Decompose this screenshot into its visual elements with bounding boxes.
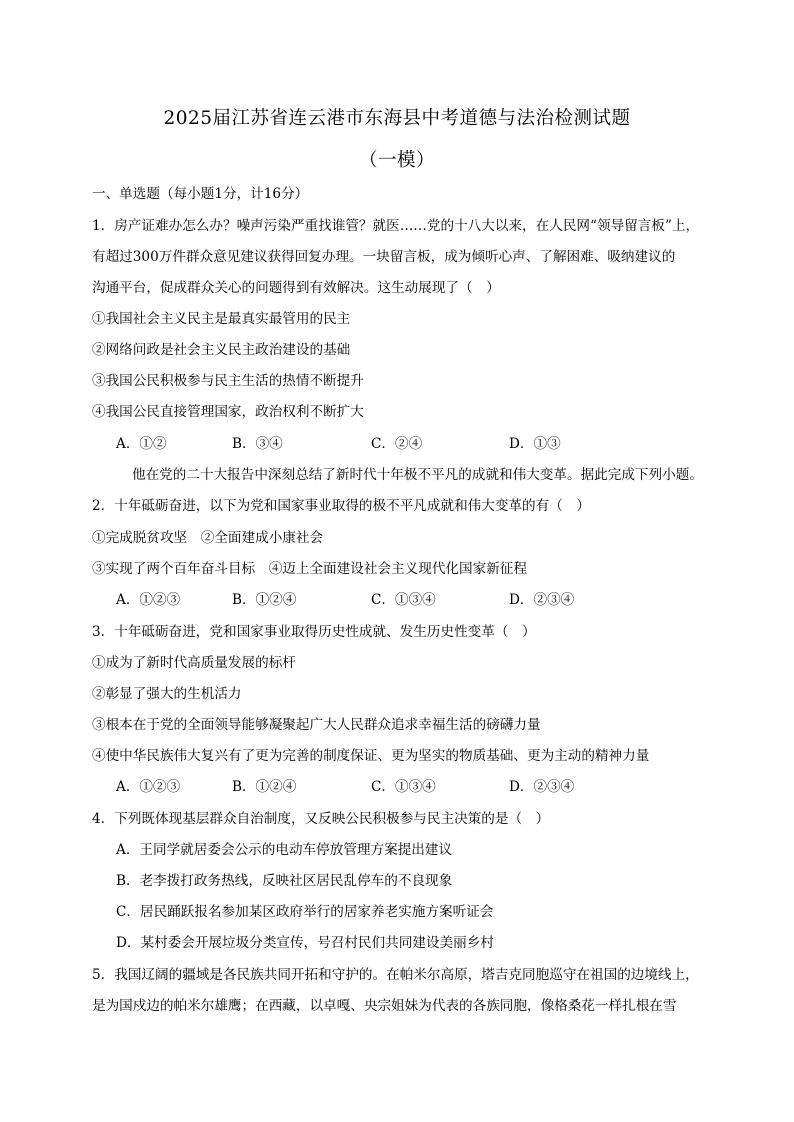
q2-item-line-1: ①完成脱贫攻坚 ②全面建成小康社会 [92, 530, 324, 546]
q2-q3-intro: 他在党的二十大报告中深刻总结了新时代十年极不平凡的成就和伟大变革。据此完成下列小题。 [132, 467, 703, 483]
q1-item-2: ②网络问政是社会主义民主政治建设的基础 [92, 342, 351, 358]
q1-option-b[interactable]: B．③④ [232, 436, 283, 452]
q2-option-c[interactable]: C．①③④ [371, 592, 436, 608]
q1-stem-line-2: 有超过300万件群众意见建议获得回复办理。一块留言板，成为倾听心声、了解困难、吸纳建议的 [92, 249, 676, 265]
q1-stem-line-1: 1．房产证难办怎么办？噪声污染严重找谁管？就医……党的十八大以来，在人民网“领导留言板”上， [92, 218, 700, 234]
q3-option-b[interactable]: B．①②④ [232, 779, 297, 795]
q3-item-2: ②彰显了强大的生机活力 [92, 686, 242, 702]
q3-stem: 3．十年砥砺奋进，党和国家事业取得历史性成就、发生历史性变革（ ） [92, 624, 536, 640]
q2-item-line-2: ③实现了两个百年奋斗目标 ④迈上全面建设社会主义现代化国家新征程 [92, 561, 527, 577]
q4-option-c[interactable]: C．居民踊跃报名参加某区政府举行的居家养老实施方案听证会 [116, 904, 494, 920]
q3-item-3: ③根本在于党的全面领导能够凝聚起广大人民群众追求幸福生活的磅礴力量 [92, 717, 541, 733]
q2-option-a[interactable]: A．①②③ [116, 592, 181, 608]
q1-stem-line-3: 沟通平台，促成群众关心的问题得到有效解决。这生动展现了（ ） [92, 280, 500, 296]
q3-item-4: ④使中华民族伟大复兴有了更为完善的制度保证、更为坚实的物质基础、更为主动的精神力量 [92, 748, 650, 764]
q2-option-b[interactable]: B．①②④ [232, 592, 297, 608]
q1-option-a[interactable]: A．①② [116, 436, 167, 452]
q5-stem-line-1: 5．我国辽阔的疆域是各民族共同开拓和守护的。在帕米尔高原，塔吉克同胞巡守在祖国的边境线上， [92, 967, 699, 983]
q2-option-d[interactable]: D．②③④ [509, 592, 575, 608]
q4-option-a[interactable]: A．王同学就居委会公示的电动车停放管理方案提出建议 [116, 842, 453, 858]
q4-stem: 4．下列既体现基层群众自治制度，又反映公民积极参与民主决策的是（ ） [92, 811, 550, 827]
q3-option-c[interactable]: C．①③④ [371, 779, 436, 795]
section-heading: 一、单选题（每小题1分，计16分） [92, 186, 309, 202]
document-subtitle: （一模） [358, 150, 435, 171]
q3-item-1: ①成为了新时代高质量发展的标杆 [92, 655, 296, 671]
q3-option-a[interactable]: A．①②③ [116, 779, 181, 795]
q1-option-c[interactable]: C．②④ [371, 436, 423, 452]
q1-item-4: ④我国公民直接管理国家，政治权利不断扩大 [92, 404, 364, 420]
q3-option-d[interactable]: D．②③④ [509, 779, 575, 795]
q4-option-b[interactable]: B．老李拨打政务热线，反映社区居民乱停车的不良现象 [116, 873, 453, 889]
q4-option-d[interactable]: D．某村委会开展垃圾分类宣传，号召村民们共同建设美丽乡村 [116, 935, 494, 951]
q1-option-d[interactable]: D．①③ [509, 436, 561, 452]
document-title: 2025届江苏省连云港市东海县中考道德与法治检测试题 [163, 108, 631, 129]
q5-stem-line-2: 是为国戍边的帕米尔雄鹰；在西藏，以卓嘎、央宗姐妹为代表的各族同胞，像格桑花一样扎根在雪 [92, 998, 677, 1014]
q1-item-3: ③我国公民积极参与民主生活的热情不断提升 [92, 373, 364, 389]
q2-stem: 2．十年砥砺奋进，以下为党和国家事业取得的极不平凡成就和伟大变革的有（ ） [92, 498, 591, 514]
q1-item-1: ①我国社会主义民主是最真实最管用的民主 [92, 311, 351, 327]
